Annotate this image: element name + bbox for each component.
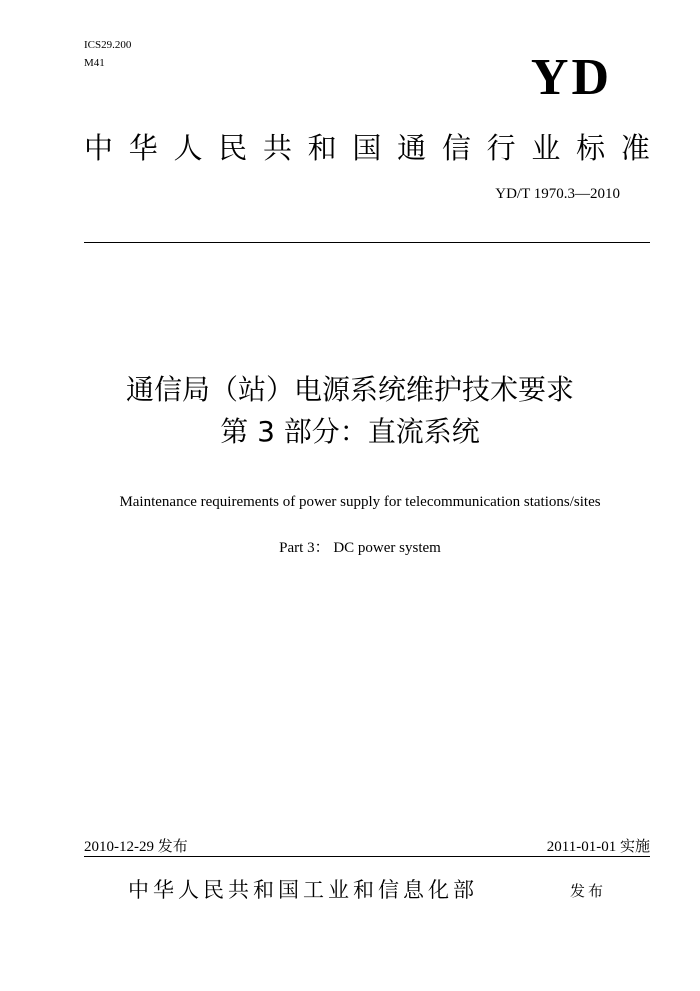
standard-type-char: 共 — [262, 131, 292, 165]
category-code: M41 — [84, 57, 105, 69]
ics-code: ICS29.200 — [84, 39, 132, 51]
header-divider — [84, 242, 650, 243]
standard-type-char: 信 — [441, 131, 471, 165]
implementation-date: 2011-01-01 — [546, 839, 617, 855]
standard-type-char: 行 — [486, 131, 516, 165]
standard-type-char: 民 — [218, 131, 248, 165]
implementation-date-line — [547, 836, 650, 857]
standard-type-char: 中 — [84, 131, 114, 165]
standard-type-char: 准 — [620, 131, 650, 165]
yd-logo: YD — [530, 49, 612, 106]
publisher-name: 中华人民共和国工业和信息化部 — [128, 878, 478, 902]
standard-type-char: 人 — [173, 131, 203, 165]
standard-type-char: 国 — [352, 131, 382, 165]
classification-codes — [84, 36, 131, 72]
issue-label: 发布 — [157, 837, 188, 855]
standard-type-char: 标 — [576, 131, 606, 165]
issue-date: 2010-12-29 — [84, 839, 154, 855]
footer-divider — [84, 856, 650, 857]
title-chinese-line-2: 第 3 部分：直流系统 — [220, 415, 480, 448]
standard-number: YD/T 1970.3—2010 — [495, 186, 620, 202]
standard-type-char: 和 — [307, 131, 337, 165]
publish-label: 发布 — [570, 882, 607, 900]
standard-type-char: 华 — [128, 131, 158, 165]
standard-type-heading — [84, 130, 650, 166]
implementation-label: 实施 — [619, 837, 650, 855]
subtitle-english: Part 3： DC power system — [279, 540, 441, 556]
standard-type-char: 通 — [397, 131, 427, 165]
standard-type-char: 业 — [531, 131, 561, 165]
title-english: Maintenance requirements of power supply for telecommunication stations/sites — [119, 494, 601, 510]
issue-date-line — [84, 836, 188, 857]
title-chinese-line-1: 通信局（站）电源系统维护技术要求 — [125, 373, 574, 406]
